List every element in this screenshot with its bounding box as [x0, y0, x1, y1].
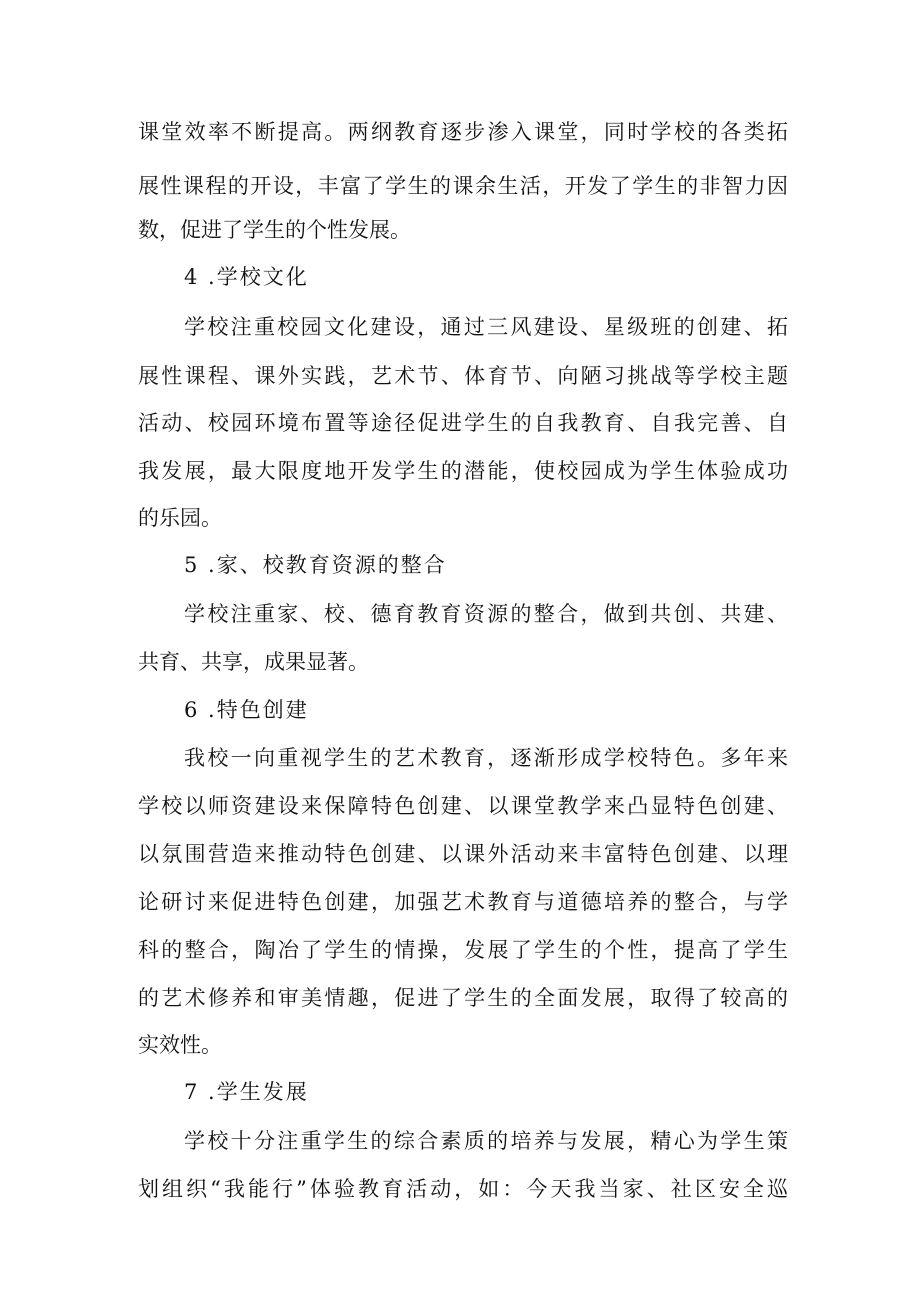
paragraph-line: 学校以师资建设来保障特色创建、以课堂教学来凸显特色创建、 [138, 794, 788, 818]
section-heading-6: 6 .特色创建 [184, 698, 309, 722]
paragraph-line: 我发展，最大限度地开发学生的潜能，使校园成为学生体验成功 [138, 459, 788, 483]
paragraph-line: 学校注重校园文化建设，通过三风建设、星级班的创建、拓 [184, 315, 788, 339]
section-heading-7: 7 .学生发展 [184, 1080, 309, 1104]
paragraph-line: 我校一向重视学生的艺术教育，逐渐形成学校特色。多年来 [184, 746, 788, 770]
paragraph-line: 数，促进了学生的个性发展。 [138, 218, 411, 242]
paragraph-line: 划组织“我能行”体验教育活动，如：今天我当家、社区安全巡 [138, 1177, 788, 1201]
paragraph-line: 课堂效率不断提高。两纲教育逐步渗入课堂，同时学校的各类拓 [138, 120, 788, 144]
section-heading-4: 4 .学校文化 [184, 265, 309, 289]
paragraph-line: 展性课程、课外实践，艺术节、体育节、向陋习挑战等学校主题 [138, 364, 788, 388]
paragraph-line: 学校十分注重学生的综合素质的培养与发展，精心为学生策 [184, 1129, 788, 1153]
paragraph-line: 论研讨来促进特色创建，加强艺术教育与道德培养的整合，与学 [138, 890, 788, 914]
paragraph-line: 共育、共享，成果显著。 [138, 650, 369, 674]
paragraph-line: 活动、校园环境布置等途径促进学生的自我教育、自我完善、自 [138, 411, 788, 435]
paragraph-line: 学校注重家、校、德育教育资源的整合，做到共创、共建、 [184, 602, 788, 626]
paragraph-line: 的艺术修养和审美情趣，促进了学生的全面发展，取得了较高的 [138, 986, 788, 1010]
paragraph-line: 科的整合，陶冶了学生的情操，发展了学生的个性，提高了学生 [138, 938, 788, 962]
paragraph-line: 以氛围营造来推动特色创建、以课外活动来丰富特色创建、以理 [138, 842, 788, 866]
paragraph-line: 展性课程的开设，丰富了学生的课余生活，开发了学生的非智力因 [138, 174, 788, 198]
paragraph-line: 的乐园。 [138, 506, 222, 530]
section-heading-5: 5 .家、校教育资源的整合 [184, 553, 447, 577]
paragraph-line: 实效性。 [138, 1033, 222, 1057]
